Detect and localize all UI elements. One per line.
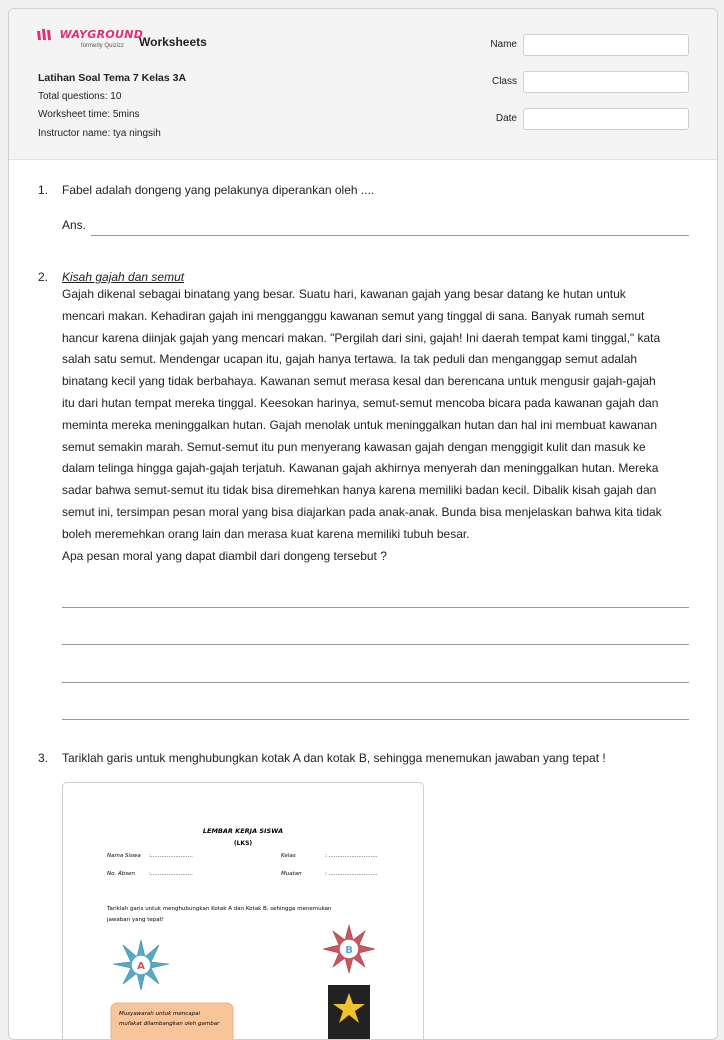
- name-input[interactable]: [523, 34, 689, 56]
- name-field: [459, 34, 689, 56]
- instructor-name: Instructor name: tya ningsih: [38, 127, 161, 139]
- answer-line[interactable]: [62, 645, 689, 683]
- passage-line: boleh meremehkan orang lain dan merasa kuat karena memiliki tubuh besar.: [62, 526, 470, 541]
- passage-line: dalam telinga hingga gajah-gajah terjatuh. Kawanan gajah akhirnya menyerah dan meninggalkan hutan. Mereka: [62, 461, 659, 476]
- answer-label: Ans.: [62, 218, 87, 232]
- passage-line: salah satu semut. Mendengar ucapan itu, gajah hanya tertawa. Ia tak peduli dan menganggap semut adalah: [62, 352, 638, 367]
- card-text: Musyawarah untuk mencapai: [119, 1011, 201, 1017]
- class-field: [459, 71, 689, 93]
- muatan-value: : ............................: [325, 871, 378, 877]
- name-label: Name: [490, 39, 517, 50]
- passage-line: semut ini, tersimpan pesan moral yang bisa diajarkan pada anak-anak. Bunda bisa menjelaskan bahwa kita tidak: [62, 504, 662, 519]
- absen-label: No. Absen: [107, 871, 135, 877]
- passage-line: meminta mereka meninggalkan hutan. Gajah menolak untuk meninggalkan hutan dan hal ini membuat kawanan: [62, 417, 658, 432]
- logo-text: WAYGROUND: [59, 28, 144, 41]
- passage-line: binatang kecil yang tidak berbahaya. Kawanan semut merasa kesal dan berencana untuk mengusir gajah-gajah: [62, 374, 656, 389]
- question-image: [62, 782, 424, 1040]
- total-questions: Total questions: 10: [38, 90, 122, 102]
- question-text: Fabel adalah dongeng yang pelakunya diperankan oleh ....: [62, 183, 375, 197]
- date-input[interactable]: [523, 108, 689, 130]
- brand-label: Worksheets: [139, 35, 207, 49]
- lks-heading: LEMBAR KERJA SISWA: [202, 827, 284, 835]
- logo-mark-icon: [37, 29, 53, 41]
- question-number: 3.: [38, 751, 49, 765]
- nama-label: Nama Siswa: [107, 853, 141, 859]
- class-input[interactable]: [523, 71, 689, 93]
- absen-value: :........................: [149, 871, 193, 877]
- answer-line[interactable]: [91, 235, 689, 236]
- wayground-logo: [37, 29, 143, 47]
- answer-line[interactable]: [62, 608, 689, 646]
- passage-line: semut semakin marah. Semut-semut itu pun menyerang kawasan gajah dengan menggigit kulit dan masuk ke: [62, 439, 646, 454]
- kelas-value: : ............................: [325, 853, 378, 859]
- lks-subheading: (LKS): [233, 840, 253, 847]
- question-2: [38, 270, 689, 720]
- passage-line: mencari makan. Kehadiran gajah ini mengganggu kawanan semut yang tinggal di sana. Banyak rumah semut: [62, 308, 645, 323]
- lks-instruction: jawaban yang tepat!: [107, 917, 164, 923]
- passage-line: itu dari hutan tempat mereka tinggal. Keesokan harinya, semut-semut mencoba bicara pada kawanan gajah dan: [62, 395, 659, 410]
- lks-instruction: Tariklah garis untuk menghubungkan Kotak A dan Kotak B, sehingga menemukan: [107, 906, 332, 912]
- question-1: [38, 183, 689, 238]
- answer-card-a: [111, 1003, 233, 1040]
- answer-row: [62, 218, 689, 238]
- question-number: 1.: [38, 183, 49, 197]
- kelas-label: Kelas: [281, 853, 296, 859]
- date-label: Date: [495, 113, 517, 124]
- star-box-icon: [328, 985, 370, 1040]
- passage-title: Kisah gajah dan semut: [62, 270, 185, 284]
- muatan-label: Muatan: [281, 871, 302, 877]
- passage-text: [62, 284, 689, 567]
- answer-lines: [62, 570, 689, 720]
- question-3: [38, 751, 689, 765]
- question-number: 2.: [38, 270, 49, 284]
- answer-line[interactable]: [62, 570, 689, 608]
- worksheet-title: Latihan Soal Tema 7 Kelas 3A: [38, 72, 187, 84]
- passage-line: hancur karena diinjak gajah yang mencari makan. "Pergilah dari sini, gajah! Ini daerah tempat kami tinggal," kata: [62, 330, 661, 345]
- question-prompt: Apa pesan moral yang dapat diambil dari dongeng tersebut ?: [62, 548, 387, 563]
- worksheet-page: [8, 8, 718, 1040]
- answer-line[interactable]: [62, 683, 689, 721]
- badge-a-label: A: [137, 961, 145, 972]
- date-field: [459, 108, 689, 130]
- badge-b-icon: [323, 925, 375, 973]
- worksheet-time: Worksheet time: 5mins: [38, 109, 140, 120]
- passage-line: Gajah dikenal sebagai binatang yang besar. Suatu hari, kawanan gajah yang besar datang ke hutan untuk: [62, 287, 626, 301]
- question-text: Tariklah garis untuk menghubungkan kotak A dan kotak B, sehingga menemukan jawaban yang tepat !: [62, 751, 606, 765]
- passage-line: sadar bahwa semut-semut itu tidak bisa diremehkan hanya karena memiliki badan kecil. Dibalik kisah gajah dan: [62, 483, 657, 498]
- badge-a-icon: [113, 940, 169, 990]
- worksheet-header: [9, 9, 717, 160]
- badge-b-label: B: [345, 945, 353, 956]
- worksheet-meta: [38, 69, 186, 143]
- class-label: Class: [491, 76, 517, 87]
- logo-subtext: formerly Quizizz: [81, 43, 125, 49]
- nama-value: :........................: [149, 853, 193, 859]
- lks-worksheet-image: [63, 783, 423, 1040]
- card-text: mufakat dilambangkan oleh gambar: [119, 1021, 220, 1027]
